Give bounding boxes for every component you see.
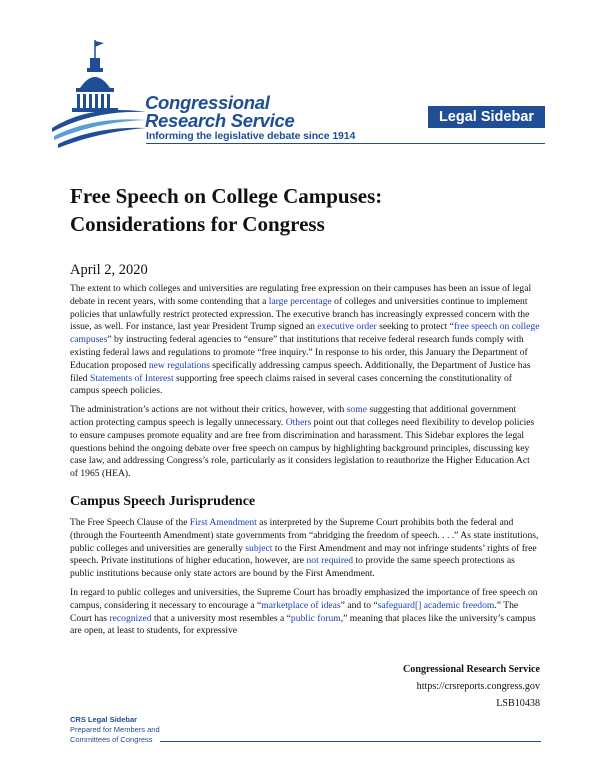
title-line1: Free Speech on College Campuses: bbox=[70, 184, 383, 208]
link-recognized[interactable]: recognized bbox=[109, 612, 152, 624]
link-subject[interactable]: subject bbox=[245, 542, 273, 554]
title-line2: Considerations for Congress bbox=[70, 212, 325, 236]
publication-date: April 2, 2020 bbox=[70, 262, 148, 278]
text: to the First Amendment and may not infringe students’ rights of free speech. Private institutions of higher education, however, are bbox=[70, 542, 537, 567]
footer-report-code: LSB10438 bbox=[496, 698, 540, 709]
text: of colleges and universities continue to implement policies that unlawfully restrict protected expression. The executive branch has increasingly expressed concern with the issue, as well. For instance, last year President Trump signed an bbox=[70, 295, 530, 333]
org-name-line2: Research Service bbox=[145, 110, 295, 131]
link-executive-order[interactable]: executive order bbox=[317, 321, 377, 333]
paragraph-2 bbox=[70, 404, 540, 481]
crs-capitol-dome-logo bbox=[50, 38, 148, 150]
link-first-amendment[interactable]: First Amendment bbox=[189, 516, 257, 528]
text: .” The Court has bbox=[70, 599, 519, 624]
text: In regard to public colleges and universities, the Supreme Court has broadly emphasized the importance of free speech on campus, considering it necessary to encourage a “ bbox=[70, 586, 538, 611]
text: that a university most resembles a “ bbox=[151, 612, 291, 624]
text: ” by instructing federal agencies to “ensure” that institutions that receive federal research funds comply with existing federal laws and regulations to promote “free inquiry.” In response to his order, this January the Department of Education proposed bbox=[70, 334, 528, 371]
link-others[interactable]: Others bbox=[285, 416, 312, 428]
header-divider bbox=[146, 143, 545, 144]
bottom-label-line2: Prepared for Members and bbox=[70, 725, 160, 734]
page-footer bbox=[403, 661, 540, 712]
text: supporting free speech claims raised in several cases concerning the constitutionality of campus speech policies. bbox=[70, 372, 512, 397]
text: as interpreted by the Supreme Court prohibits both the federal and (through the Fourteenth Amendment) state governments from “abridging the freedom of speech. . . .” As state institutions, public colleges and universities are generally bbox=[70, 516, 539, 554]
link-free-speech-on-college-campuses[interactable]: free speech on college campuses bbox=[70, 321, 540, 346]
text: The Free Speech Clause of the bbox=[70, 516, 190, 528]
link-statements-of-interest[interactable]: Statements of Interest bbox=[89, 372, 174, 384]
footer-url[interactable]: https://crsreports.congress.gov bbox=[416, 681, 540, 692]
text: point out that colleges need flexibility to develop policies to ensure campuses promote equality and are free from discrimination and harassment. This Sidebar explores the legal questions behind the ongoing debate over free speech on campus by highlighting background principles, discussing key case law, and addressing Congress’s role, particularly as it considers legislation to reauthorize the Higher Education Act of 1965 (HEA). bbox=[70, 416, 535, 480]
paragraph-1 bbox=[70, 283, 540, 398]
section-heading: Campus Speech Jurisprudence bbox=[70, 493, 256, 509]
org-name-line1: Congressional bbox=[145, 92, 270, 113]
link-large-percentage[interactable]: large percentage bbox=[268, 295, 332, 307]
text: specifically addressing campus speech. Additionally, the Department of Justice has filed bbox=[70, 359, 531, 384]
text: to provide the same speech protections as public institutions because only state actors are bound by the First Amendment. bbox=[70, 555, 515, 580]
text: The administration’s actions are not without their critics, however, with bbox=[70, 404, 347, 416]
text: ,” meaning that places like the university’s campus are open, at least to students, for expressive bbox=[70, 612, 536, 637]
link-not-required[interactable]: not required bbox=[306, 555, 354, 567]
link-some[interactable]: some bbox=[346, 404, 367, 416]
link-marketplace-of-ideas[interactable]: marketplace of ideas bbox=[261, 599, 341, 611]
org-tagline: Informing the legislative debate since 1914 bbox=[146, 130, 356, 142]
text: seeking to protect “ bbox=[376, 321, 454, 333]
bottom-label-line1: CRS Legal Sidebar bbox=[70, 715, 138, 724]
link-safeguard-academic-freedom[interactable]: safeguard[] academic freedom bbox=[377, 599, 495, 611]
footer-org: Congressional Research Service bbox=[403, 664, 540, 675]
link-new-regulations[interactable]: new regulations bbox=[148, 359, 210, 371]
paragraph-4 bbox=[70, 587, 540, 638]
legal-sidebar-badge: Legal Sidebar bbox=[428, 106, 545, 128]
text: ” and to “ bbox=[340, 599, 378, 611]
bottom-divider bbox=[160, 741, 541, 742]
org-name bbox=[145, 94, 294, 130]
bottom-label bbox=[70, 715, 160, 745]
paragraph-3 bbox=[70, 517, 540, 581]
article-body bbox=[70, 283, 540, 644]
page-title bbox=[70, 182, 540, 238]
text: suggesting that additional government action protecting campus speech is legally unnecessary. bbox=[70, 404, 517, 428]
bottom-label-line3: Committees of Congress bbox=[70, 735, 153, 744]
text: The extent to which colleges and universities are regulating free expression on their campuses has been an issue of legal debate in recent years, with some contending that a bbox=[70, 283, 532, 307]
link-public-forum[interactable]: public forum bbox=[290, 612, 341, 624]
